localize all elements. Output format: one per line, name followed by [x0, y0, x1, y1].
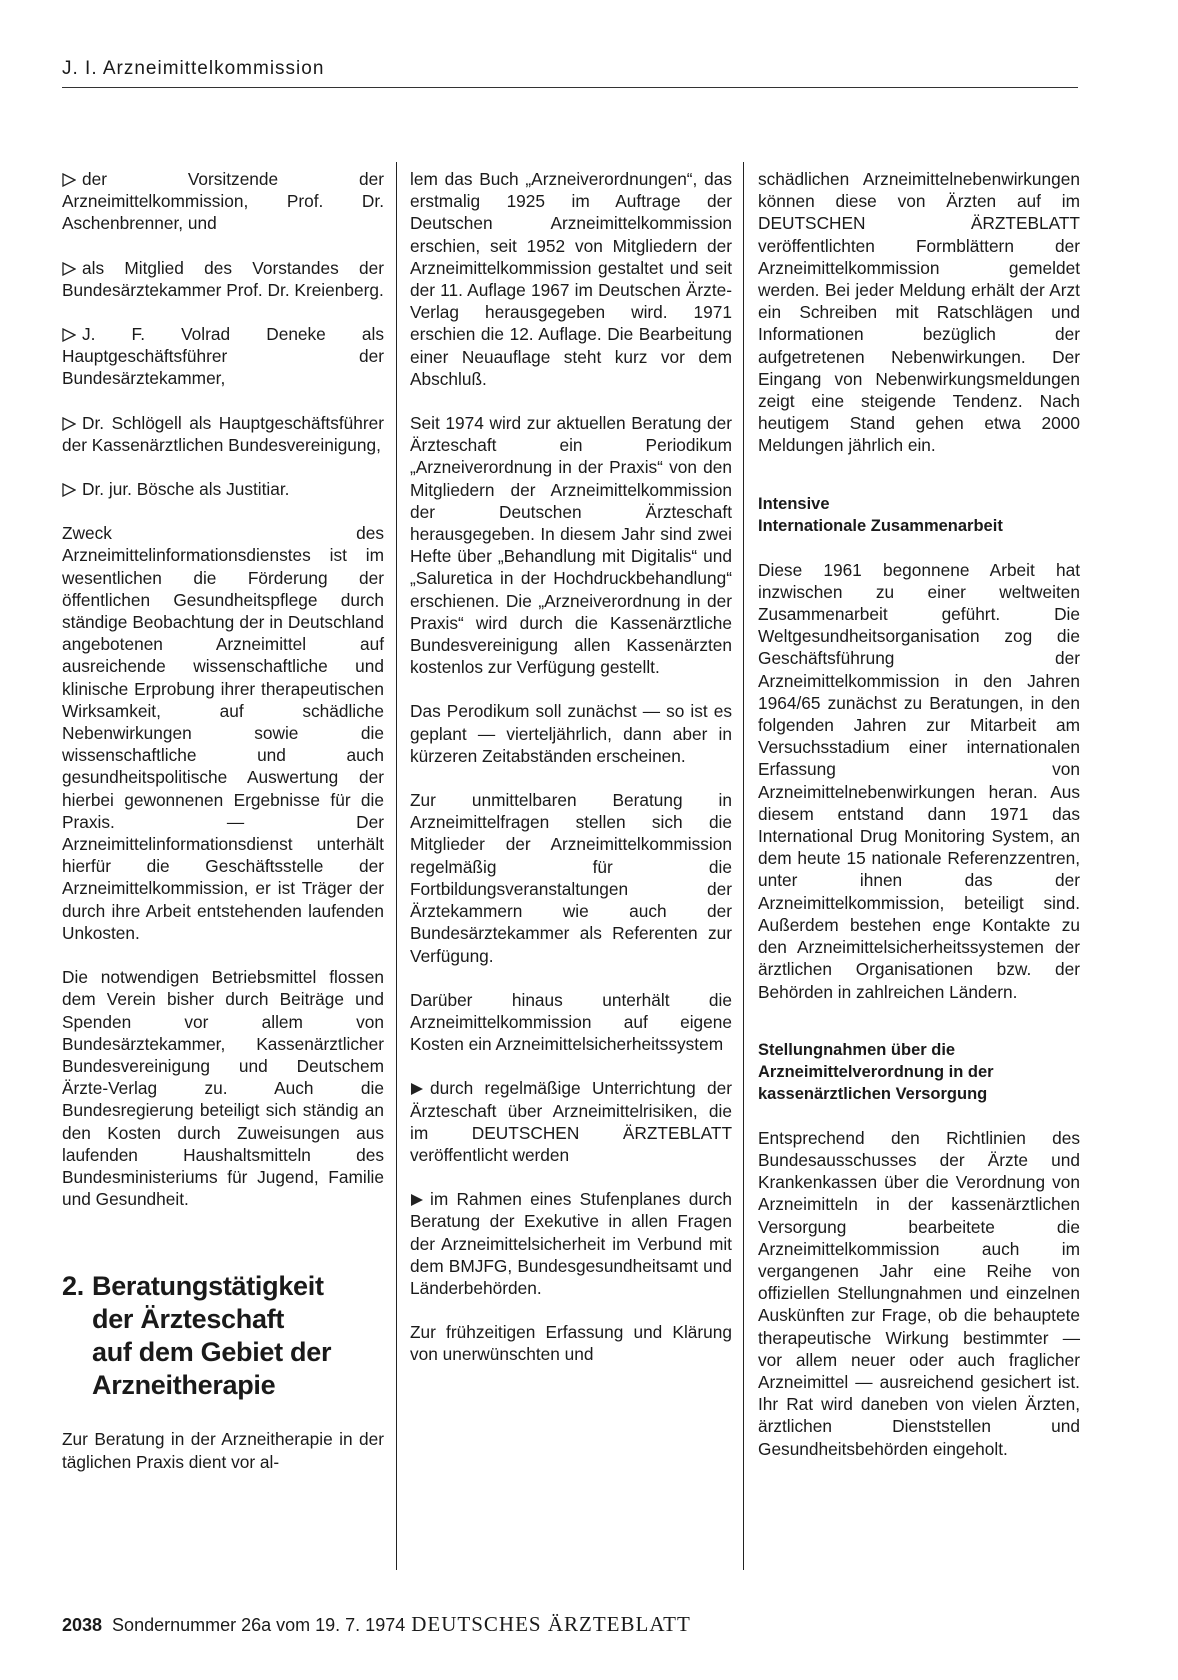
- paragraph: Das Perodikum soll zunächst — so ist es geplant — vierteljährlich, dann aber in kürzeren Zeitabständen erscheinen.: [410, 701, 732, 766]
- list-item: im Rahmen eines Stufenplanes durch Beratung der Exekutive in allen Fragen der Arzneimittelsicherheit im Verbund mit dem BMJFG, Bundesgesundheitsamt und Länderbehörden.: [410, 1189, 732, 1298]
- paragraph: Diese 1961 begonnene Arbeit hat inzwischen zu einer weltweiten Zusammenarbeit geführt. Die Weltgesundheitsorganisation zog die Geschäftsführung der Arzneimittelkommission in den Jahren 1964/65 zunächst zu Beratungen, in den folgenden Jahren zur Mitarbeit am Versuchsstadium einer internationalen Erfassung von Arzneimittelnebenwirkungen heran. Aus diesem entstand dann 1971 das International Drug Monitoring System, an dem heute 15 nationale Referenzzentren, unter ihnen das der Arzneimittelkommission, beteiligt sind. Außerdem bestehen enge Kontakte zu den Arzneimittelsicherheitssystemen der ärztlichen Organisationen bzw. der Behörden in zahlreichen Ländern.: [758, 559, 1080, 1002]
- paragraph: Entsprechend den Richtlinien des Bundesausschusses der Ärzte und Krankenkassen über die Verordnung von Arzneimitteln in der kassenärztlichen Versorgung bearbeitete die Arzneimittelkommission auch im vergangenen Jahr eine Reihe von offiziellen Stellungnahmen und einzelnen Auskünften zur Frage, ob die behauptete therapeutische Wirkung bestimmter — vor allem neuer oder auch fraglicher Arzneimittel — ausreichend gesichert ist. Ihr Rat wird daneben von vielen Ärzten, ärztlichen Dienststellen und Gesundheitsbehörden eingeholt.: [758, 1127, 1080, 1459]
- open-triangle-bullet-icon: [62, 415, 76, 429]
- paragraph: schädlichen Arzneimittelnebenwirkungen können diese von Ärzten auf im DEUTSCHEN ÄRZTEBLATT veröffentlichten Formblättern der Arzneimittelkommission gemeldet werden. Bei jeder Meldung erhält der Arzt ein Schreiben mit Ratschlägen und Informationen bezüglich der aufgetretenen Nebenwirkungen. Der Eingang von Nebenwirkungsmeldungen zeigt eine steigende Tendenz. Nach heutigem Stand gehen etwa 2000 Meldungen jährlich ein.: [758, 169, 1080, 456]
- paragraph: lem das Buch „Arzneiverordnungen“, das erstmalig 1925 im Auftrage der Deutschen Arzneimittelkommission erschien, seit 1952 von Mitgliedern der Arzneimittelkommission gestaltet und seit der 11. Auflage 1967 im Deutschen Ärzte-Verlag herausgegeben wird. 1971 erschien die 12. Auflage. Die Bearbeitung einer Neuauflage steht kurz vor dem Abschluß.: [410, 169, 732, 389]
- open-triangle-bullet-icon: [62, 481, 76, 495]
- list-item: Dr. jur. Bösche als Justitiar.: [62, 478, 384, 500]
- paragraph: Zweck des Arzneimittelinformationsdienstes ist im wesentlichen die Förderung der öffentlichen Gesundheitspflege durch ständige Beobachtung der in Deutschland angebotenen Arzneimittel auf ausreichende wissenschaftliche und klinische Erprobung ihrer therapeutischen Wirksamkeit, auf schädliche Nebenwirkungen sowie die wissenschaftliche und auch gesundheitspolitische Auswertung der hierbei gewonnenen Ergebnisse für die Praxis. — Der Arzneimittelinformationsdienst unterhält hierfür die Geschäftsstelle der Arzneimittelkommission, er ist Träger der durch ihre Arbeit entstehenden laufenden Unkosten.: [62, 523, 384, 943]
- issue-info: Sondernummer 26a vom 19. 7. 1974: [112, 1615, 406, 1635]
- column-divider: [396, 162, 397, 1570]
- journal-name: DEUTSCHES ÄRZTEBLATT: [411, 1612, 691, 1636]
- list-item: der Vorsitzende der Arzneimittelkommission, Prof. Dr. Aschenbrenner, und: [62, 169, 384, 234]
- page-number: 2038: [62, 1615, 103, 1635]
- subheading: Intensive Internationale Zusammenarbeit: [758, 494, 1003, 535]
- open-triangle-bullet-icon: [62, 326, 76, 340]
- page-footer: [62, 1612, 691, 1637]
- paragraph: Zur unmittelbaren Beratung in Arzneimittelfragen stellen sich die Mitglieder der Arzneimittelkommission regelmäßig für die Fortbildungsveranstaltungen der Ärztekammern wie auch der Bundesärztekammer als Referenten zur Verfügung.: [410, 790, 732, 966]
- header-rule: [62, 87, 1078, 88]
- list-item: als Mitglied des Vorstandes der Bundesärztekammer Prof. Dr. Kreienberg.: [62, 257, 384, 300]
- open-triangle-bullet-icon: [62, 260, 76, 274]
- column-3: [758, 168, 1080, 1482]
- paragraph: Darüber hinaus unterhält die Arzneimittelkommission auf eigene Kosten ein Arzneimittelsicherheitssystem: [410, 989, 732, 1055]
- running-header: J. I. Arzneimittelkommission: [62, 58, 325, 79]
- subheading: Stellungnahmen über die Arzneimittelverordnung in der kassenärztlichen Versorgung: [758, 1040, 994, 1103]
- open-triangle-bullet-icon: [62, 171, 76, 185]
- filled-triangle-bullet-icon: [410, 1080, 424, 1094]
- paragraph: Zur frühzeitigen Erfassung und Klärung von unerwünschten und: [410, 1322, 732, 1365]
- column-2: [410, 168, 732, 1388]
- column-1: [62, 168, 384, 1495]
- paragraph: Zur Beratung in der Arzneitherapie in der täglichen Praxis dient vor al-: [62, 1429, 384, 1472]
- list-item: J. F. Volrad Deneke als Hauptgeschäftsführer der Bundesärztekammer,: [62, 324, 384, 389]
- paragraph: Seit 1974 wird zur aktuellen Beratung der Ärzteschaft ein Periodikum „Arzneiverordnung in der Praxis“ von den Mitgliedern der Arzneimittelkommission der Deutschen Ärzteschaft herausgegeben. In diesem Jahr sind zwei Hefte über „Behandlung mit Digitalis“ und „Saluretica in der Hochdruckbehandlung“ erschienen. Die „Arzneiverordnung in der Praxis“ wird durch die Kassenärztliche Bundesvereinigung allen Kassenärzten kostenlos zur Verfügung gestellt.: [410, 413, 732, 678]
- paragraph: Die notwendigen Betriebsmittel flossen dem Verein bisher durch Beiträge und Spenden vor allem von Bundesärztekammer, Kassenärztlicher Bundesvereinigung und Deutschem Ärzte-Verlag zu. Auch die Bundesregierung beteiligt sich ständig an den Kosten durch Zuweisungen aus laufenden Haushaltsmitteln des Bundesministeriums für Jugend, Familie und Gesundheit.: [62, 967, 384, 1210]
- section-heading: 2. Beratungstätigkeit der Ärzteschaft auf dem Gebiet der Arzneitherapie: [62, 1271, 332, 1401]
- column-divider: [743, 162, 744, 1570]
- list-item: durch regelmäßige Unterrichtung der Ärzteschaft über Arzneimittelrisiken, die im DEUTSCHEN ÄRZTEBLATT veröffentlicht werden: [410, 1078, 732, 1165]
- list-item: Dr. Schlögell als Hauptgeschäftsführer der Kassenärztlichen Bundesvereinigung,: [62, 412, 384, 455]
- filled-triangle-bullet-icon: [410, 1191, 424, 1205]
